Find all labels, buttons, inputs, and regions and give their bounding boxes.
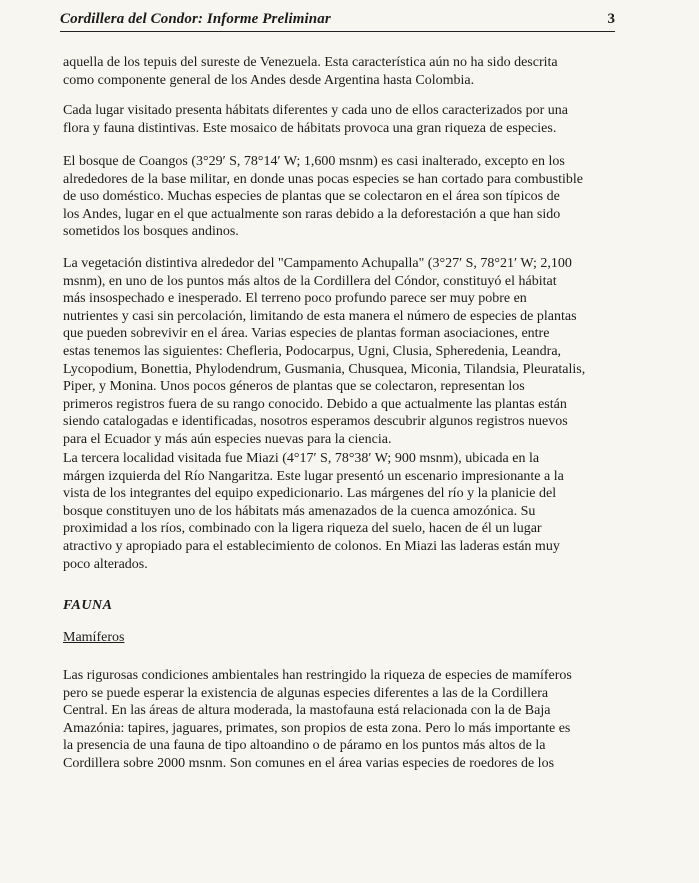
text-line: alrededores de la base militar, en donde unas pocas especies se han cortado para combustible bbox=[63, 171, 583, 187]
text-line: atractivo y apropiado para el establecimiento de colonos. En Miazi las laderas están muy bbox=[63, 538, 560, 554]
paragraph-achupalla bbox=[63, 255, 631, 449]
text-line: de uso doméstico. Muchas especies de plantas que se colectaron en el área son típicos de bbox=[63, 189, 560, 205]
text-line: sometidos los bosques andinos. bbox=[63, 224, 239, 240]
text-line: Las rigurosas condiciones ambientales han restringido la riqueza de especies de mamíferos bbox=[63, 668, 572, 683]
text-line: como componente general de los Andes desde Argentina hasta Colombia. bbox=[63, 72, 475, 88]
text-line: vista de los integrantes del equipo expedicionario. Las márgenes del río y la planicie del bbox=[63, 486, 557, 502]
text-line: Cordillera sobre 2000 msnm. Son comunes en el área varias especies de roedores de los bbox=[63, 755, 555, 771]
text-line: Central. En las áreas de altura moderada, la mastofauna está relacionada con la de Baja bbox=[63, 703, 551, 719]
section-heading-fauna: FAUNA bbox=[63, 598, 113, 613]
running-title: Cordillera del Condor: Informe Preliminar bbox=[60, 11, 331, 27]
text-line: msnm), en uno de los puntos más altos de la Cordillera del Cóndor, constituyó el hábitat bbox=[63, 273, 557, 289]
text-line: primeros registros fuera de su rango conocido. Debido a que actualmente las plantas están bbox=[63, 396, 567, 412]
text-line: La vegetación distintiva alrededor del "Campamento Achupalla" (3°27′ S, 78°21′ W; 2,100 bbox=[63, 256, 572, 271]
paragraph-habitats bbox=[63, 102, 631, 137]
text-line: para el Ecuador y más aún especies nuevas para la ciencia. bbox=[63, 431, 392, 447]
paragraph-tepuis bbox=[63, 54, 631, 89]
text-line: estas tenemos las siguientes: Chefleria, Podocarpus, Ugni, Clusia, Spheredenia, Leandra, bbox=[63, 343, 562, 359]
page-header bbox=[60, 7, 615, 32]
text-line: márgen izquierda del Río Nangaritza. Este lugar presentó un escenario impresionante a la bbox=[63, 468, 564, 484]
text-line: los Andes, lugar en el que actualmente son raras debido a la deforestación a que han sido bbox=[63, 206, 561, 222]
text-line: Piper, y Monina. Unos pocos géneros de plantas que se colectaron, representan los bbox=[63, 379, 525, 395]
text-line: flora y fauna distintivas. Este mosaico de hábitats provoca una gran riqueza de especies. bbox=[63, 120, 557, 136]
paragraph-mamiferos bbox=[63, 667, 631, 773]
text-line: Amazónia: tapires, jaguares, primates, son propios de esta zona. Pero lo más importante es bbox=[63, 720, 571, 736]
text-line: La tercera localidad visitada fue Miazi (4°17′ S, 78°38′ W; 900 msnm), ubicada en la bbox=[63, 451, 540, 466]
text-line: más insospechado e inesperado. El terreno poco profundo parece ser muy pobre en bbox=[63, 291, 527, 307]
text-line: siendo catalogadas e identificadas, nosotros esperamos descubrir algunos registros nuevos bbox=[63, 414, 568, 430]
text-line: Lycopodium, Bonettia, Phylodendrum, Gusmania, Chusquea, Miconia, Tilandsia, Pleuratalis, bbox=[63, 361, 586, 377]
text-line: que pueden sobrevivir en el área. Varias especies de plantas forman asociaciones, entre bbox=[63, 326, 550, 342]
text-line: proximidad a los ríos, combinado con la ligera riqueza del suelo, hacen de él un lugar bbox=[63, 521, 542, 537]
text-line: la presencia de una fauna de tipo altoandino o de páramo en los puntos más altos de la bbox=[63, 738, 546, 754]
text-line: bosque constituyen uno de los hábitats más amenazados de la cuenca amozónica. Su bbox=[63, 503, 536, 519]
text-line: El bosque de Coangos (3°29′ S, 78°14′ W; 1,600 msnm) es casi inalterado, excepto en los bbox=[63, 154, 565, 169]
paragraph-coangos bbox=[63, 153, 631, 241]
text-line: aquella de los tepuis del sureste de Venezuela. Esta característica aún no ha sido descrita bbox=[63, 55, 558, 70]
text-line: Cada lugar visitado presenta hábitats diferentes y cada uno de ellos caracterizados por una bbox=[63, 103, 568, 118]
text-line: poco alterados. bbox=[63, 556, 148, 572]
text-line: pero se puede esperar la existencia de algunas especies diferentes a las de la Cordillera bbox=[63, 685, 549, 701]
subsection-heading-mamiferos: Mamíferos bbox=[63, 630, 125, 645]
text-line: nutrientes y casi sin percolación, limitando de esta manera el número de especies de plantas bbox=[63, 308, 577, 324]
page-number: 3 bbox=[607, 11, 615, 27]
paragraph-miazi bbox=[63, 450, 631, 573]
